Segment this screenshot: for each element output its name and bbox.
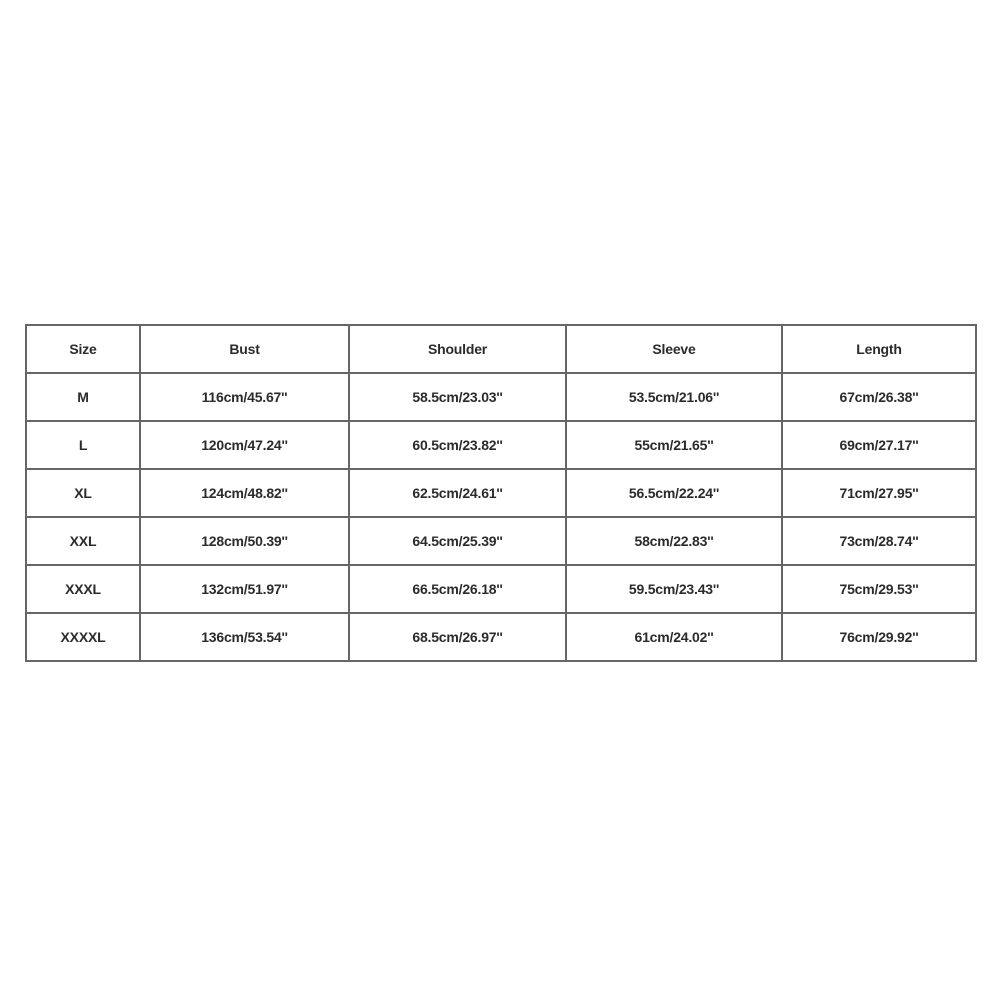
cell-sleeve: 53.5cm/21.06'' [566,373,782,421]
cell-length: 76cm/29.92'' [782,613,976,661]
cell-size: XXL [26,517,140,565]
size-chart-table [25,324,977,662]
cell-sleeve: 58cm/22.83'' [566,517,782,565]
cell-size: XXXL [26,565,140,613]
cell-length: 69cm/27.17'' [782,421,976,469]
cell-bust: 136cm/53.54'' [140,613,349,661]
cell-shoulder: 68.5cm/26.97'' [349,613,566,661]
table-row [26,517,976,565]
cell-shoulder: 66.5cm/26.18'' [349,565,566,613]
cell-shoulder: 58.5cm/23.03'' [349,373,566,421]
cell-bust: 120cm/47.24'' [140,421,349,469]
cell-length: 67cm/26.38'' [782,373,976,421]
header-size: Size [26,325,140,373]
cell-shoulder: 60.5cm/23.82'' [349,421,566,469]
cell-sleeve: 59.5cm/23.43'' [566,565,782,613]
cell-bust: 124cm/48.82'' [140,469,349,517]
cell-bust: 116cm/45.67'' [140,373,349,421]
header-row [26,325,976,373]
cell-bust: 128cm/50.39'' [140,517,349,565]
cell-sleeve: 56.5cm/22.24'' [566,469,782,517]
cell-sleeve: 55cm/21.65'' [566,421,782,469]
cell-length: 71cm/27.95'' [782,469,976,517]
header-sleeve: Sleeve [566,325,782,373]
table-row [26,469,976,517]
table-row [26,613,976,661]
cell-shoulder: 62.5cm/24.61'' [349,469,566,517]
table-row [26,421,976,469]
cell-length: 75cm/29.53'' [782,565,976,613]
cell-shoulder: 64.5cm/25.39'' [349,517,566,565]
table-row [26,565,976,613]
cell-size: XL [26,469,140,517]
cell-size: XXXXL [26,613,140,661]
cell-sleeve: 61cm/24.02'' [566,613,782,661]
table-row [26,373,976,421]
header-shoulder: Shoulder [349,325,566,373]
cell-size: L [26,421,140,469]
cell-length: 73cm/28.74'' [782,517,976,565]
cell-bust: 132cm/51.97'' [140,565,349,613]
header-length: Length [782,325,976,373]
cell-size: M [26,373,140,421]
header-bust: Bust [140,325,349,373]
